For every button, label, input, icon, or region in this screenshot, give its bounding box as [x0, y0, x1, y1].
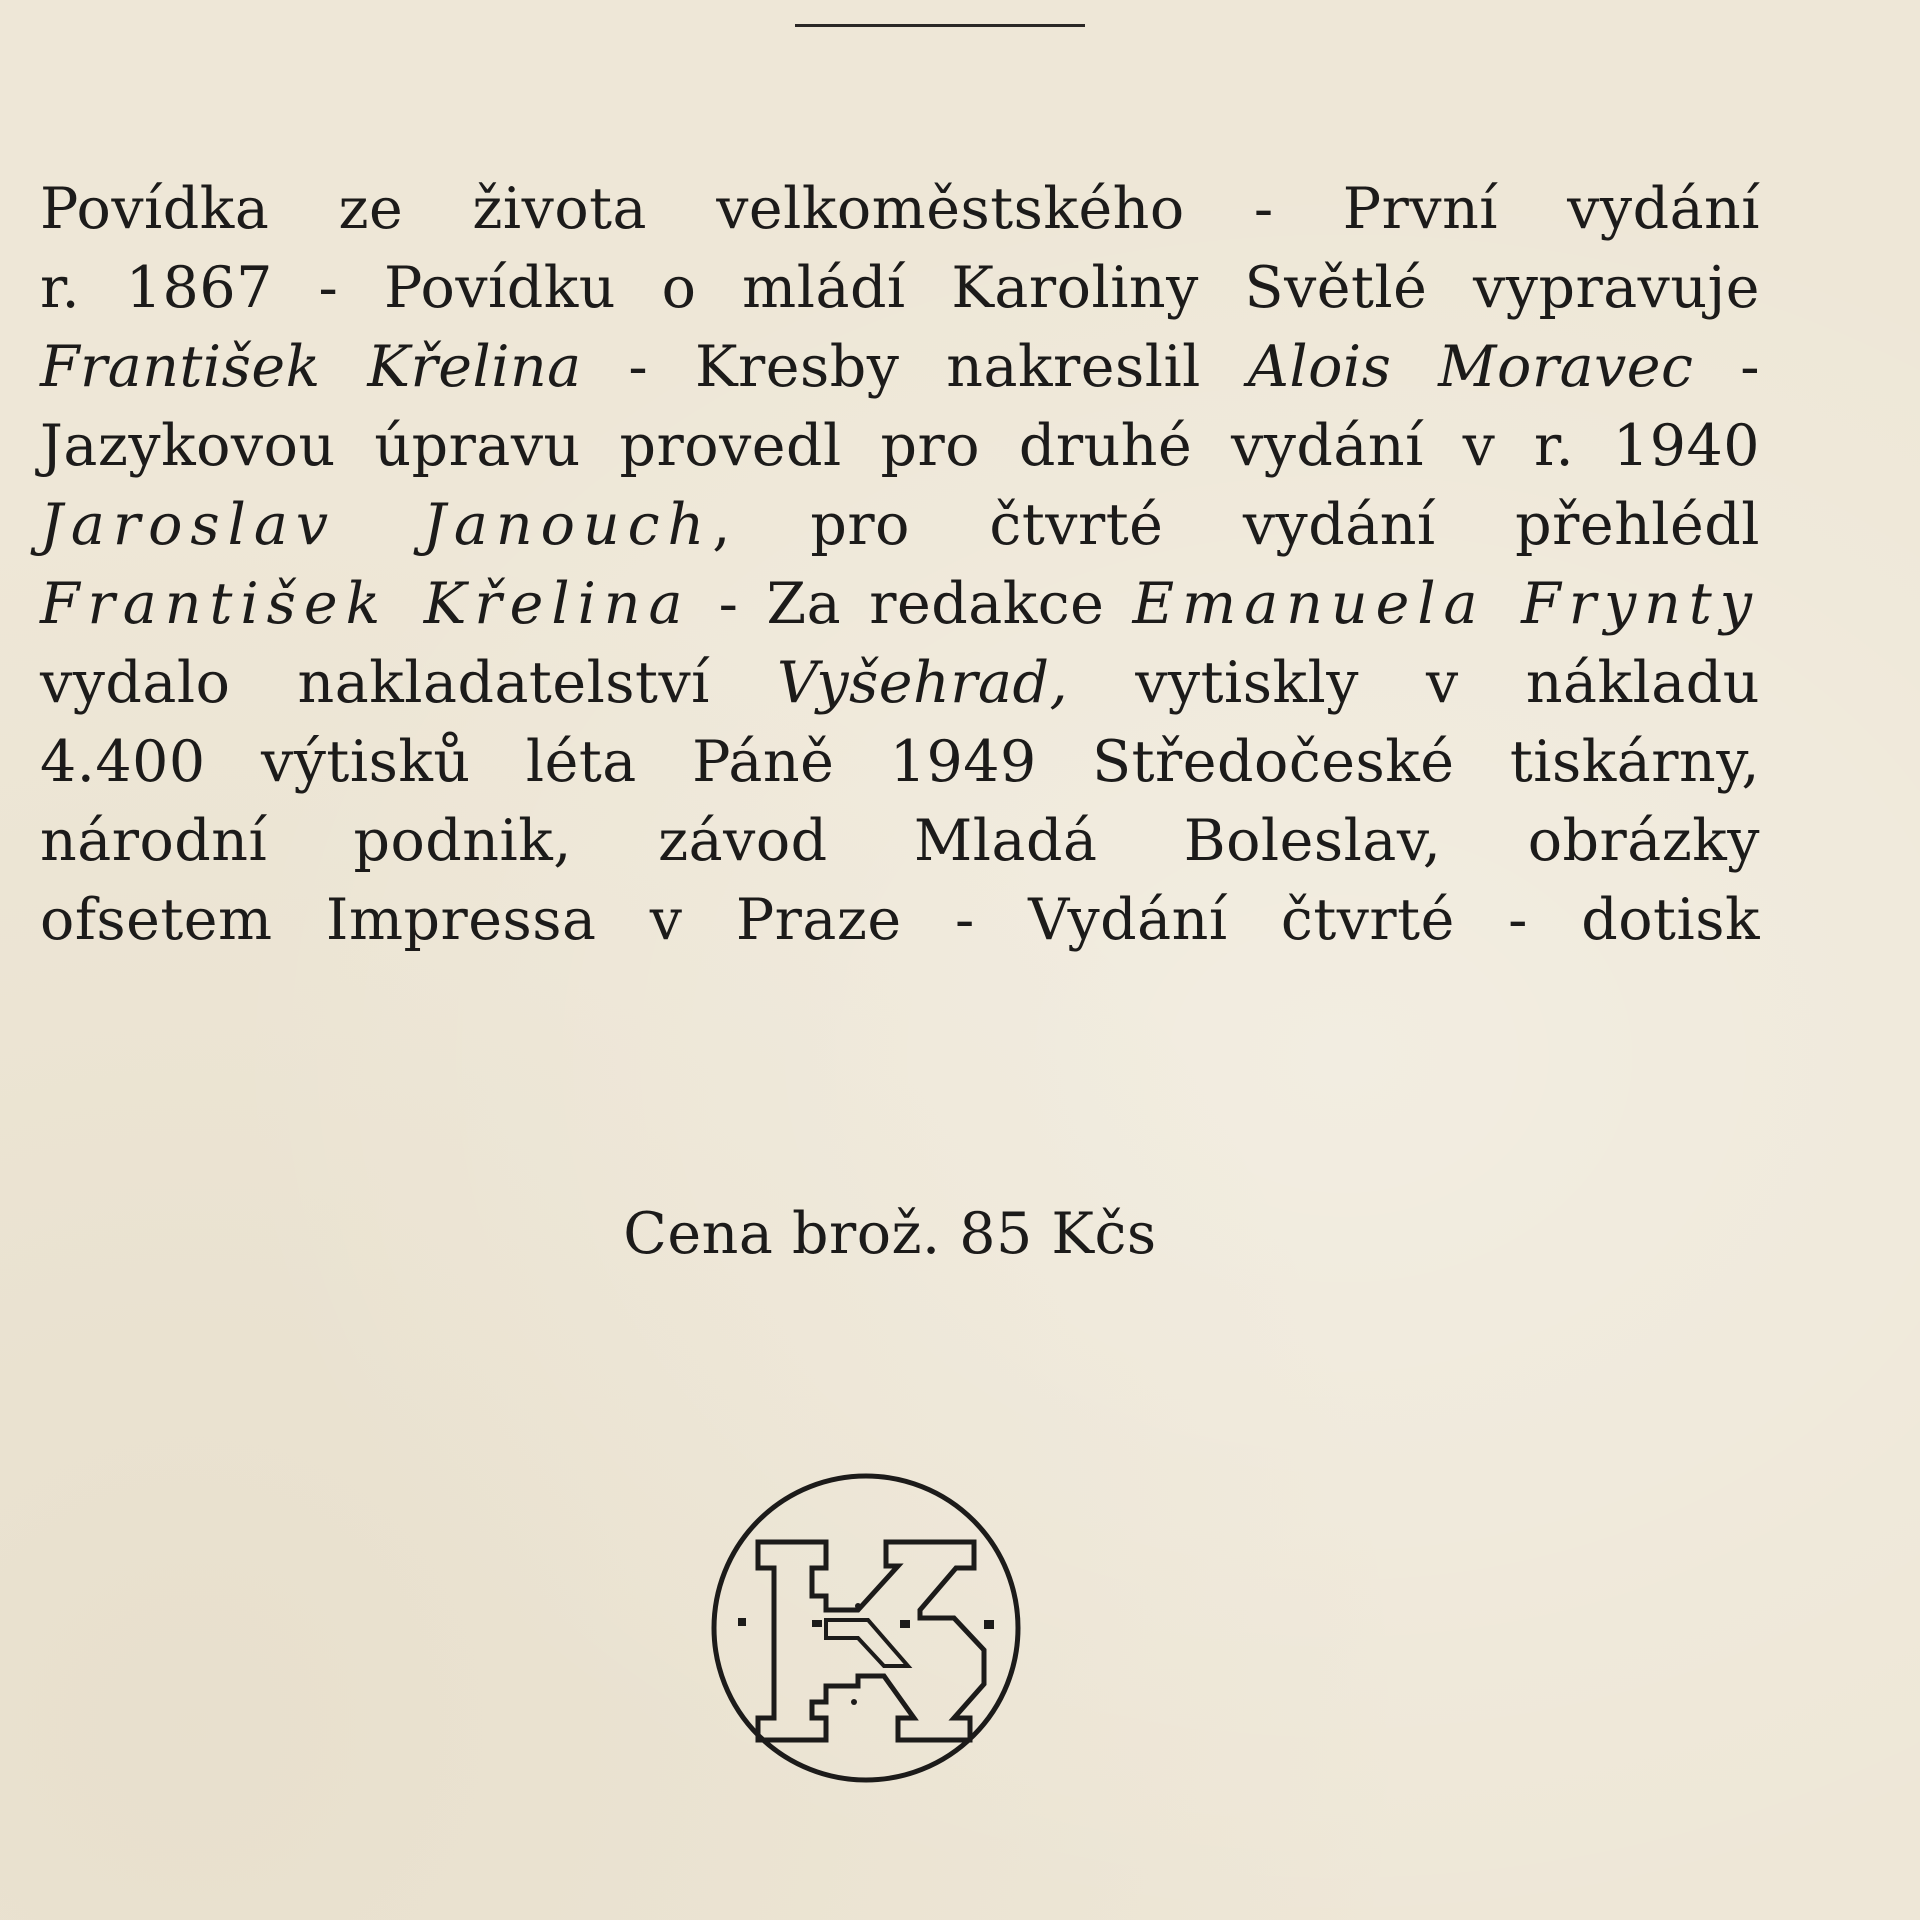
- colophon-line-7: [40, 644, 1760, 723]
- illustrator-name-moravec: Alois Moravec: [1247, 334, 1694, 400]
- colophon-line-1: Povídka ze života velkoměstského - První vydání: [40, 176, 1760, 242]
- colophon-line-10: ofsetem Impressa v Praze - Vydání čtvrté - dotisk: [40, 887, 1760, 953]
- colophon-line-3-mid: - Kresby nakreslil: [581, 334, 1248, 400]
- editor-name-janouch: Jaroslav Janouch: [40, 492, 713, 558]
- price-line: Cena brož. 85 Kčs: [623, 1201, 1157, 1267]
- author-name-krelina: František Křelina: [40, 334, 582, 400]
- colophon-line-5-rest: , pro čtvrté vydání přehlédl: [712, 492, 1760, 558]
- publisher-name-vysehrad: Vyšehrad,: [777, 650, 1069, 716]
- colophon-line-3: [40, 328, 1760, 407]
- colophon-line-8: 4.400 výtisků léta Páně 1949 Středočeské tiskárny,: [40, 729, 1760, 795]
- editor-name-frynta: Emanuela Frynty: [1132, 571, 1760, 637]
- colophon-text: [40, 170, 1760, 960]
- top-divider-rule: [795, 24, 1085, 27]
- colophon-line-5: [40, 486, 1760, 565]
- colophon-line-2: r. 1867 - Povídku o mládí Karoliny Světlé vypravuje: [40, 255, 1760, 321]
- colophon-line-3-end: -: [1693, 334, 1760, 400]
- colophon-line-7-start: vydalo nakladatelství: [40, 650, 777, 716]
- colophon-line-6-mid: - Za redakce: [690, 571, 1133, 637]
- colophon-line-9: národní podnik, závod Mladá Boleslav, obrázky: [40, 808, 1760, 874]
- reviewer-name-krelina: František Křelina: [40, 571, 691, 637]
- colophon-line-7-end: vytiskly v nákladu: [1068, 650, 1760, 716]
- colophon-line-6: [40, 565, 1760, 644]
- colophon-line-4: Jazykovou úpravu provedl pro druhé vydání v r. 1940: [40, 413, 1760, 479]
- publisher-k-emblem-icon: [708, 1470, 1024, 1786]
